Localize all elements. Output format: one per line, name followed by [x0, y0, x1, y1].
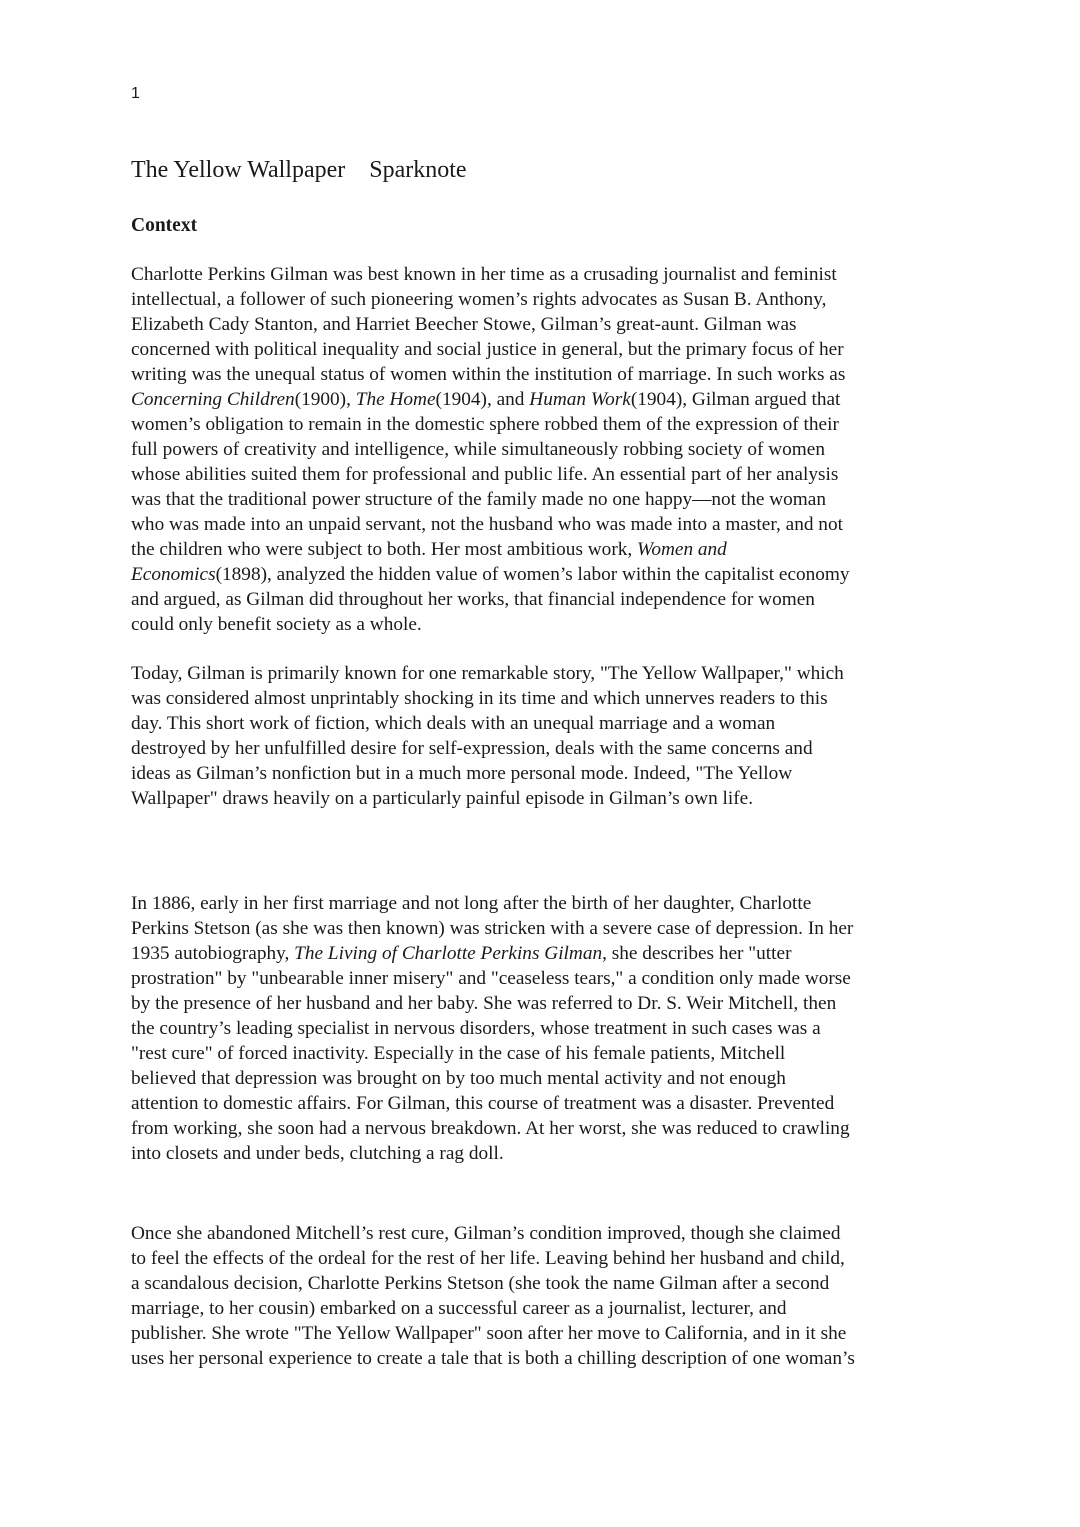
text-line — [131, 1296, 855, 1321]
text-run: destroyed by her unfulfilled desire for self-expression, deals with the same concerns and — [131, 738, 813, 759]
text-line — [131, 487, 850, 512]
text-line — [131, 736, 844, 761]
text-run: the children who were subject to both. Her most ambitious work, — [131, 539, 638, 560]
text-line — [131, 437, 850, 462]
text-line — [131, 312, 850, 337]
text-run: publisher. She wrote "The Yellow Wallpaper" soon after her move to California, and in it she — [131, 1323, 847, 1344]
text-run: intellectual, a follower of such pioneering women’s rights advocates as Susan B. Anthony, — [131, 289, 827, 310]
section-heading-context: Context — [131, 215, 198, 236]
italic-title: Women and — [637, 539, 727, 560]
text-line — [131, 1346, 855, 1371]
text-line — [131, 562, 850, 587]
text-line — [131, 686, 844, 711]
text-line — [131, 711, 844, 736]
text-line — [131, 891, 853, 916]
text-run: Perkins Stetson (as she was then known) was stricken with a severe case of depression. In her — [131, 918, 854, 939]
text-run: Once she abandoned Mitchell’s rest cure, Gilman’s condition improved, though she claimed — [131, 1223, 841, 1244]
text-line — [131, 786, 844, 811]
text-run: 1935 autobiography, — [131, 943, 295, 964]
page-number: 1 — [131, 85, 140, 102]
text-run: the country’s leading specialist in nervous disorders, whose treatment in such cases was a — [131, 1018, 821, 1039]
paragraph — [131, 661, 844, 811]
document-title: The Yellow Wallpaper Sparknote — [131, 157, 467, 183]
text-run: by the presence of her husband and her baby. She was referred to Dr. S. Weir Mitchell, then — [131, 993, 837, 1014]
text-line — [131, 337, 850, 362]
text-line — [131, 1271, 855, 1296]
text-line — [131, 1321, 855, 1346]
text-line — [131, 1141, 853, 1166]
text-run: ideas as Gilman’s nonfiction but in a much more personal mode. Indeed, "The Yellow — [131, 763, 793, 784]
text-run: was that the traditional power structure of the family made no one happy—not the woman — [131, 489, 827, 510]
text-line — [131, 462, 850, 487]
text-run: In 1886, early in her first marriage and not long after the birth of her daughter, Charlotte — [131, 893, 812, 914]
text-run: , she describes her "utter — [602, 943, 792, 964]
text-run: Today, Gilman is primarily known for one remarkable story, "The Yellow Wallpaper," which — [131, 663, 844, 684]
text-line — [131, 287, 850, 312]
text-run: and argued, as Gilman did throughout her works, that financial independence for women — [131, 589, 815, 610]
text-line — [131, 1041, 853, 1066]
text-run: to feel the effects of the ordeal for the rest of her life. Leaving behind her husband and child, — [131, 1248, 845, 1269]
text-line — [131, 661, 844, 686]
text-run: marriage, to her cousin) embarked on a successful career as a journalist, lecturer, and — [131, 1298, 787, 1319]
text-line — [131, 1246, 855, 1271]
text-run: into closets and under beds, clutching a rag doll. — [131, 1143, 504, 1164]
text-run: was considered almost unprintably shocking in its time and which unnerves readers to this — [131, 688, 828, 709]
text-line — [131, 991, 853, 1016]
text-run: could only benefit society as a whole. — [131, 614, 422, 635]
text-run: who was made into an unpaid servant, not the husband who was made into a master, and not — [131, 514, 843, 535]
text-line — [131, 966, 853, 991]
italic-title: The Home — [355, 389, 436, 410]
text-run: Elizabeth Cady Stanton, and Harriet Beecher Stowe, Gilman’s great-aunt. Gilman was — [131, 314, 797, 335]
text-run: women’s obligation to remain in the domestic sphere robbed them of the expression of their — [131, 414, 839, 435]
text-run: whose abilities suited them for professional and public life. An essential part of her analysis — [131, 464, 839, 485]
text-run: Charlotte Perkins Gilman was best known in her time as a crusading journalist and feminist — [131, 264, 837, 285]
text-line — [131, 941, 853, 966]
text-line — [131, 1066, 853, 1091]
text-line — [131, 362, 850, 387]
text-run: full powers of creativity and intelligence, while simultaneously robbing society of women — [131, 439, 825, 460]
text-line — [131, 916, 853, 941]
text-line — [131, 537, 850, 562]
text-run: (1898), analyzed the hidden value of women’s labor within the capitalist economy — [215, 564, 850, 585]
text-line — [131, 412, 850, 437]
text-line — [131, 612, 850, 637]
text-run: day. This short work of fiction, which deals with an unequal marriage and a woman — [131, 713, 776, 734]
text-run: concerned with political inequality and social justice in general, but the primary focus of her — [131, 339, 844, 360]
text-run: believed that depression was brought on by too much mental activity and not enough — [131, 1068, 786, 1089]
text-line — [131, 1221, 855, 1246]
paragraph — [131, 262, 850, 637]
text-run: from working, she soon had a nervous breakdown. At her worst, she was reduced to crawling — [131, 1118, 850, 1139]
text-run: a scandalous decision, Charlotte Perkins Stetson (she took the name Gilman after a second — [131, 1273, 830, 1294]
text-run: (1904), Gilman argued that — [630, 389, 841, 410]
text-line — [131, 1091, 853, 1116]
text-run: "rest cure" of forced inactivity. Especially in the case of his female patients, Mitchell — [131, 1043, 786, 1064]
text-run: uses her personal experience to create a tale that is both a chilling description of one woman’s — [131, 1348, 855, 1369]
paragraph — [131, 891, 853, 1166]
text-line — [131, 1016, 853, 1041]
text-run: writing was the unequal status of women within the institution of marriage. In such works as — [131, 364, 846, 385]
text-run: (1904), and — [435, 389, 530, 410]
text-line — [131, 761, 844, 786]
paragraph — [131, 1221, 855, 1371]
italic-title: Economics — [131, 564, 216, 585]
text-line — [131, 587, 850, 612]
italic-title: The Living of Charlotte Perkins Gilman — [294, 943, 603, 964]
text-run: Wallpaper" draws heavily on a particularly painful episode in Gilman’s own life. — [131, 788, 754, 809]
text-run: (1900), — [294, 389, 356, 410]
italic-title: Human Work — [529, 389, 631, 410]
italic-title: Concerning Children — [131, 389, 295, 410]
text-line — [131, 512, 850, 537]
text-run: attention to domestic affairs. For Gilman, this course of treatment was a disaster. Prevented — [131, 1093, 835, 1114]
text-line — [131, 1116, 853, 1141]
text-run: prostration" by "unbearable inner misery" and "ceaseless tears," a condition only made worse — [131, 968, 851, 989]
text-line — [131, 387, 850, 412]
text-line — [131, 262, 850, 287]
